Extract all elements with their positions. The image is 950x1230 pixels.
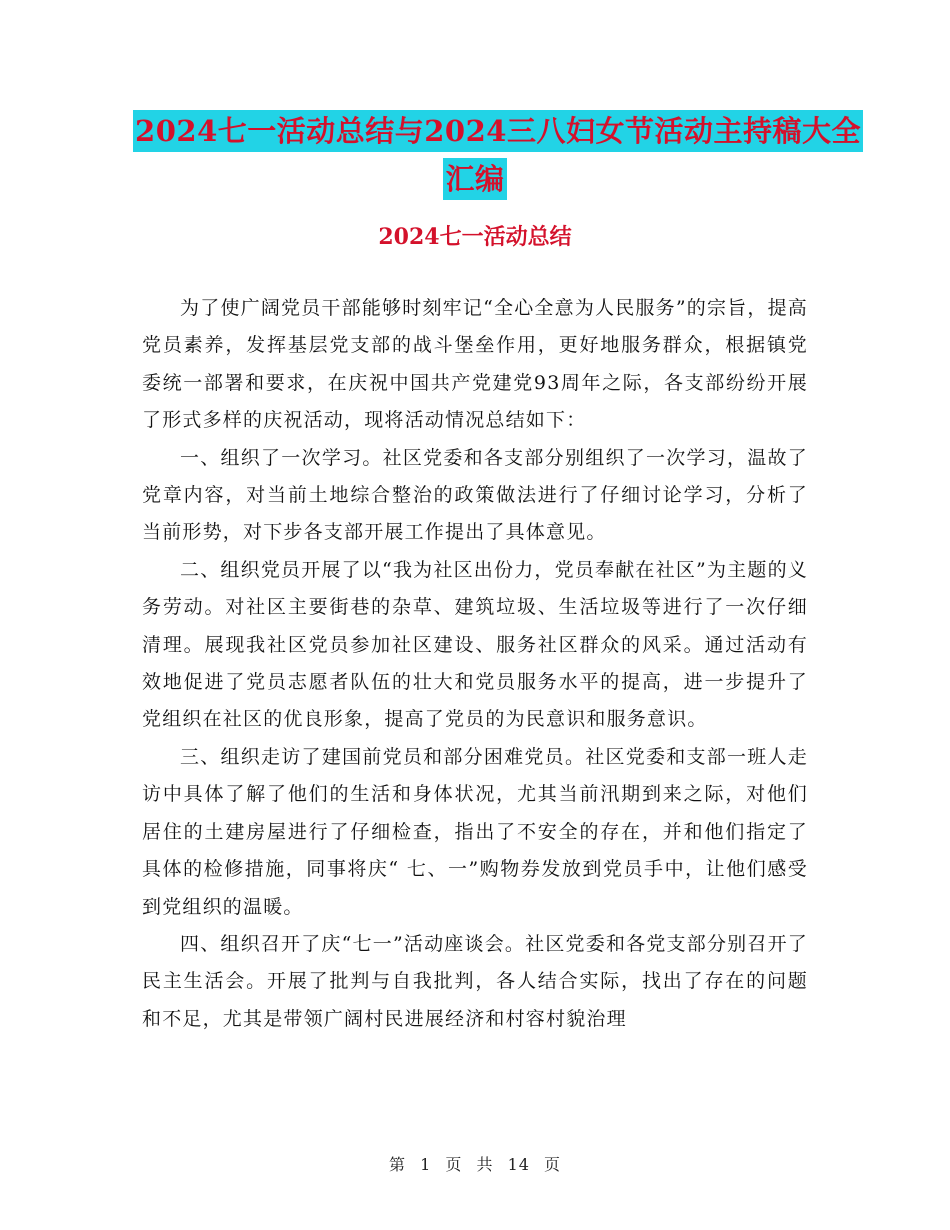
document-title [0, 110, 950, 200]
page-footer [0, 1152, 950, 1175]
title-line-2: 汇编 [443, 158, 506, 200]
section-heading: 2024七一活动总结 [378, 224, 572, 250]
footer-label-gong: 共 [476, 1155, 494, 1174]
paragraph-item-4: 四、组织召开了庆“七一”活动座谈会。社区党委和各党支部分别召开了民主生活会。开展了批判与自我批判，各人结合实际，找出了存在的问题和不足，尤其是带领广阔村民进展经济和村容村貌治理 [142, 932, 808, 1030]
footer-label-ye: 页 [445, 1155, 463, 1174]
paragraph-intro: 为了使广阔党员干部能够时刻牢记“全心全意为人民服务”的宗旨，提高党员素养，发挥基层党支部的战斗堡垒作用，更好地服务群众，根据镇党委统一部署和要求，在庆祝中国共产党建党93周年之际，各支部纷纷开展了形式多样的庆祝活动，现将活动情况总结如下： [142, 297, 808, 432]
title-line-1: 2024七一活动总结与2024三八妇女节活动主持稿大全 [133, 110, 863, 152]
document-body [142, 290, 808, 1038]
footer-label-di: 第 [388, 1155, 406, 1174]
paragraph-item-3: 三、组织走访了建国前党员和部分困难党员。社区党委和支部一班人走访中具体了解了他们的生活和身体状况，尤其当前汛期到来之际，对他们居住的土建房屋进行了仔细检查，指出了不安全的存在，并和他们指定了具体的检修措施，同事将庆“ 七、一”购物券发放到党员手中，让他们感受到党组织的温暖。 [142, 745, 808, 918]
footer-page-total: 14 [507, 1155, 530, 1174]
footer-label-ye2: 页 [544, 1155, 562, 1174]
paragraph-item-2: 二、组织党员开展了以“我为社区出份力，党员奉献在社区”为主题的义务劳动。对社区主要街巷的杂草、建筑垃圾、生活垃圾等进行了一次仔细清理。展现我社区党员参加社区建设、服务社区群众的风采。通过活动有效地促进了党员志愿者队伍的壮大和党员服务水平的提高，进一步提升了党组织在社区的优良形象，提高了党员的为民意识和服务意识。 [142, 558, 808, 731]
paragraph-item-1: 一、组织了一次学习。社区党委和各支部分别组织了一次学习，温故了党章内容，对当前土地综合整治的政策做法进行了仔细讨论学习，分析了当前形势，对下步各支部开展工作提出了具体意见。 [142, 446, 808, 544]
footer-page-current: 1 [420, 1155, 432, 1174]
